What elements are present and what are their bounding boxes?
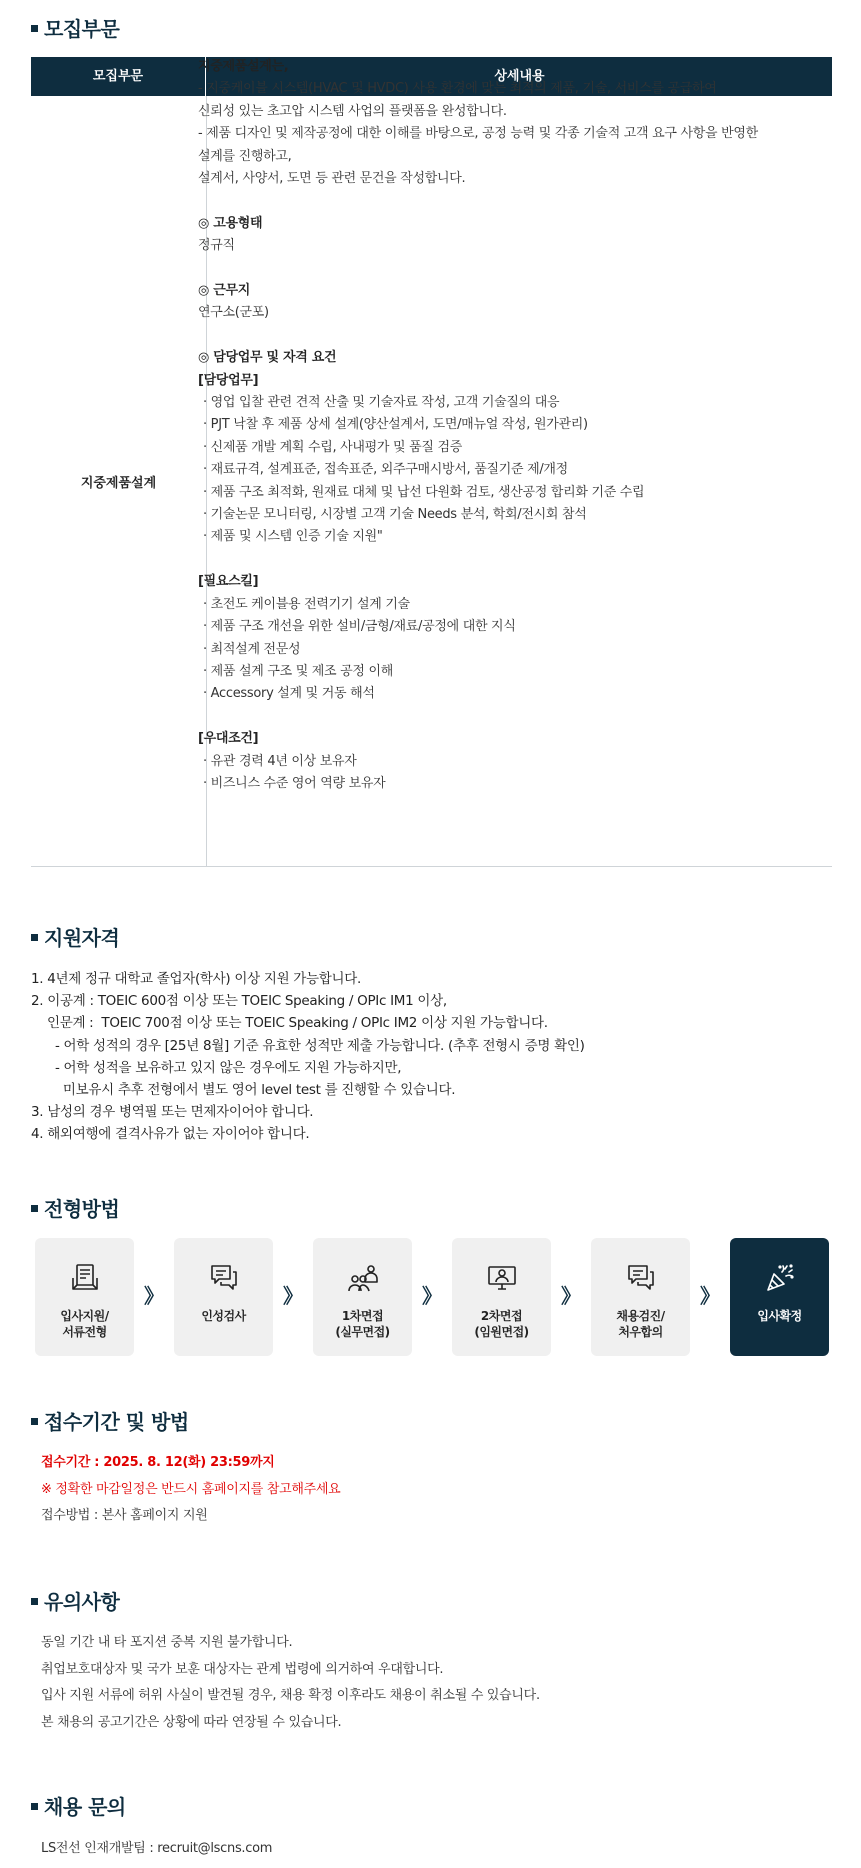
duty-item: · 영업 입찰 관련 견적 산출 및 기술자료 작성, 고객 기술질의 대응 [203, 395, 560, 411]
duty-item: · 제품 구조 최적화, 원재료 대체 및 납선 다원화 검토, 생산공정 합리화 기준 수립 [203, 484, 645, 500]
deadline-notice: ※ 정확한 마감일정은 반드시 홈페이지를 참고해주세요 [41, 1481, 341, 1497]
section-title-notes: 유의사항 [31, 1590, 119, 1614]
duty-item: · 신제품 개발 계획 수립, 사내평가 및 품질 검증 [203, 439, 462, 455]
duty-item: · PJT 낙찰 후 제품 상세 설계(양산설계서, 도면/매뉴얼 작성, 원가관리) [203, 417, 588, 433]
section-title-process: 전형방법 [31, 1197, 119, 1221]
people-icon [347, 1262, 379, 1294]
duty-item: · 재료규격, 설계표준, 접속표준, 외주구매시방서, 품질기준 제/개정 [203, 462, 568, 478]
process-arrow: 》 [422, 1284, 442, 1308]
duty-title: ◎ 담당업무 및 자격 요건 [198, 350, 337, 366]
skill-item: · 최적설계 전문성 [203, 641, 301, 657]
location-title: ◎ 근무지 [198, 283, 251, 299]
employment-title: ◎ 고용형태 [198, 215, 263, 231]
qualification-item: 인문계 : TOEIC 700점 이상 또는 TOEIC Speaking / OPIc IM2 이상 지원 가능합니다. [31, 1015, 548, 1032]
qualification-item: 3. 남성의 경우 병역필 또는 면제자이어야 합니다. [31, 1104, 314, 1121]
section-title-qualification: 지원자격 [31, 926, 119, 950]
qualification-item: - 어학 성적을 보유하고 있지 않은 경우에도 지원 가능하지만, [31, 1059, 402, 1076]
qualification-list [31, 968, 585, 1146]
position-name: 지중제품설계 [80, 476, 157, 491]
process-step-label: 입사지원/ 서류전형 [60, 1309, 109, 1339]
skill-item: · 초전도 케이블용 전력기기 설계 기술 [203, 596, 410, 612]
process-step-label: 1차면접 (실무면접) [335, 1309, 390, 1339]
qualification-item: 1. 4년제 정규 대학교 졸업자(학사) 이상 지원 가능합니다. [31, 971, 361, 987]
contact-info: LS전선 인재개발팀 : recruit@lscns.com [41, 1841, 273, 1856]
process-step-second-interview [452, 1238, 551, 1356]
intro-line: 설계를 진행하고, [198, 148, 292, 164]
skill-item: · Accessory 설계 및 거동 해석 [203, 686, 375, 702]
qualification-item: 2. 이공계 : TOEIC 600점 이상 또는 TOEIC Speaking / OPIc IM1 이상, [31, 993, 447, 1010]
note-item: 입사 지원 서류에 허위 사실이 발견될 경우, 채용 확정 이후라도 채용이 취소될 수 있습니다. [41, 1688, 540, 1703]
location-value: 연구소(군포) [198, 305, 269, 321]
chat-icon [625, 1262, 657, 1294]
process-step-apply [35, 1238, 134, 1356]
position-details [198, 56, 798, 795]
skill-item: · 제품 구조 개선을 위한 설비/금형/재료/공정에 대한 지식 [203, 619, 516, 635]
notes-list [41, 1630, 540, 1736]
note-item: 동일 기간 내 타 포지션 중복 지원 불가합니다. [41, 1635, 293, 1650]
prefer-item: · 비즈니스 수준 영어 역량 보유자 [203, 775, 386, 791]
process-arrow: 》 [561, 1284, 581, 1308]
intro-line: 설계서, 사양서, 도면 등 관련 문건을 작성합니다. [198, 171, 466, 187]
note-item: 취업보호대상자 및 국가 보훈 대상자는 관계 법령에 의거하여 우대합니다. [41, 1661, 444, 1677]
table-header-position: 모집부문 [31, 57, 206, 96]
intro-line: 신뢰성 있는 초고압 시스템 사업의 플랫폼을 완성합니다. [198, 103, 507, 119]
note-item: 본 채용의 공고기간은 상황에 따라 연장될 수 있습니다. [41, 1714, 342, 1730]
deadline-text: 접수기간 : 2025. 8. 12(화) 23:59까지 [41, 1455, 275, 1470]
process-arrow: 》 [144, 1284, 164, 1308]
process-step-health-check [591, 1238, 690, 1356]
qualification-item: 4. 해외여행에 결격사유가 없는 자이어야 합니다. [31, 1126, 310, 1143]
intro-line: - 제품 디자인 및 제작공정에 대한 이해를 바탕으로, 공정 능력 및 각종 기술적 고객 요구 사항을 반영한 [198, 126, 758, 142]
duty-item: · 제품 및 시스템 인증 기술 지원" [203, 529, 383, 545]
duty-item: · 기술논문 모니터링, 시장별 고객 기술 Needs 분석, 학회/전시회 참석 [203, 507, 587, 523]
apply-method: 접수방법 : 본사 홈페이지 지원 [41, 1508, 208, 1523]
prefer-subtitle: [우대조건] [198, 731, 259, 747]
qualification-item: - 어학 성적의 경우 [25년 8월] 기준 유효한 성적만 제출 가능합니다. (추후 전형시 증명 확인) [31, 1037, 585, 1054]
intro-title: 지중제품설계는, [198, 59, 289, 74]
process-step-first-interview [313, 1238, 412, 1356]
chat-icon [208, 1262, 240, 1294]
section-title-period: 접수기간 및 방법 [31, 1410, 189, 1434]
document-icon [69, 1262, 101, 1294]
period-list [41, 1450, 340, 1530]
process-step-personality-test [174, 1238, 273, 1356]
table-header-details: 상세내용 [494, 69, 545, 84]
duty-subtitle: [담당업무] [198, 372, 259, 388]
process-flow [35, 1238, 831, 1356]
process-step-label: 2차면접 (임원면접) [474, 1309, 529, 1339]
qualification-item: 미보유시 추후 전형에서 별도 영어 level test 를 진행할 수 있습니다. [31, 1082, 456, 1099]
process-step-hire-confirmed [730, 1238, 829, 1356]
section-title-recruit: 모집부문 [31, 17, 119, 41]
process-step-label: 입사확정 [757, 1309, 802, 1323]
party-popper-icon [764, 1262, 796, 1294]
process-step-label: 인성검사 [201, 1309, 246, 1323]
skills-subtitle: [필요스킬] [198, 574, 259, 590]
prefer-item: · 유관 경력 4년 이상 보유자 [203, 753, 357, 769]
process-step-label: 채용검진/ 처우합의 [616, 1309, 665, 1339]
intro-line: - 지중케이블 시스템(HVAC 및 HVDC) 사용 환경에 맞는 최적의 제품, 기술, 서비스를 공급하여 [198, 81, 717, 97]
process-arrow: 》 [700, 1284, 720, 1308]
monitor-person-icon [486, 1262, 518, 1294]
section-title-contact: 채용 문의 [31, 1795, 126, 1819]
process-arrow: 》 [283, 1284, 303, 1308]
skill-item: · 제품 설계 구조 및 제조 공정 이해 [203, 663, 394, 679]
employment-value: 정규직 [198, 238, 235, 254]
